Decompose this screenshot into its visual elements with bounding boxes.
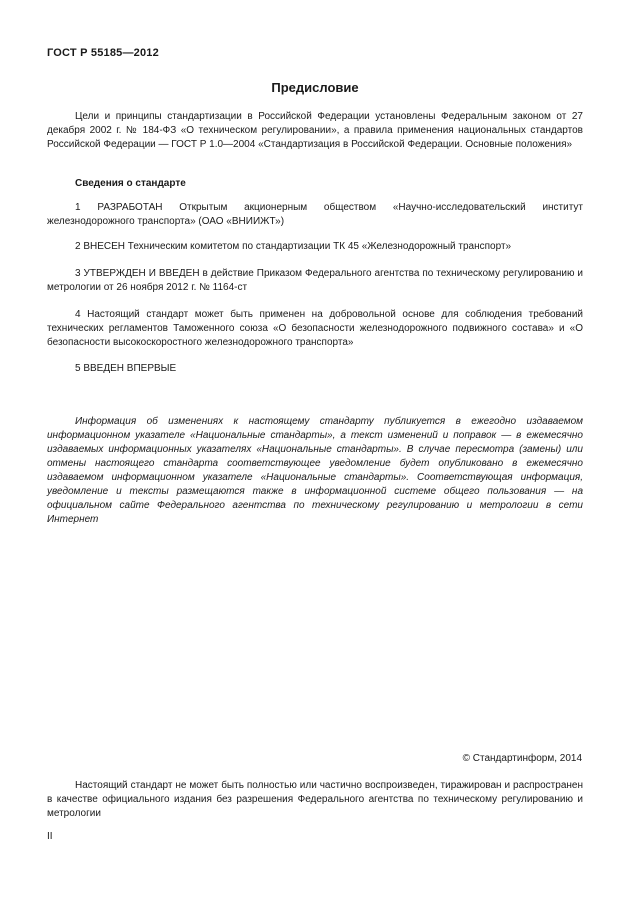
changes-notice-paragraph: Информация об изменениях к настоящему стандарту публикуется в ежегодно издаваемом информационном указателе «Национальные стандарты», а текст изменений и поправок — в ежемесячно издаваемых информационных указателях «Национальные стандарты». В случае пересмотра (замены) или отмены настоящего стандарта соответствующее уведомление будет опубликовано в ежемесячно издаваемом информационном указателе «Национальные стандарты». Соответствующая информация, уведомление и тексты размещаются также в информационной системе общего пользования — на официальном сайте Федерального агентства по техническому регулированию и метрологии в сети Интернет	[47, 416, 583, 525]
reproduction-notice-paragraph: Настоящий стандарт не может быть полностью или частично воспроизведен, тиражирован и распространен в качестве официального издания без разрешения Федерального агентства по техническому регулированию и метрологии	[47, 780, 583, 819]
document-code: ГОСТ Р 55185—2012	[47, 47, 159, 59]
copyright-line: © Стандартинформ, 2014	[462, 753, 582, 764]
page-title: Предисловие	[271, 80, 359, 95]
preamble-paragraph: Цели и принципы стандартизации в Российской Федерации установлены Федеральным законом от 27 декабря 2002 г. № 184-ФЗ «О техническом регулировании», а правила применения национальных стандартов Российской Федерации — ГОСТ Р 1.0—2004 «Стандартизация в Российской Федерации. Основные положения»	[47, 111, 583, 150]
info-item-3: 3 УТВЕРЖДЕН И ВВЕДЕН в действие Приказом Федерального агентства по техническому регулированию и метрологии от 26 ноября 2012 г. № 1164-ст	[47, 268, 583, 293]
info-item-1: 1 РАЗРАБОТАН Открытым акционерным обществом «Научно-исследовательский институт железнодорожного транспорта» (ОАО «ВНИИЖТ»)	[47, 202, 583, 227]
info-item-4: 4 Настоящий стандарт может быть применен на добровольной основе для соблюдения требований технических регламентов Таможенного союза «О безопасности железнодорожного подвижного состава» и «О безопасности высокоскоростного железнодорожного транспорта»	[47, 309, 583, 348]
page-number: II	[47, 831, 53, 842]
info-heading: Сведения о стандарте	[75, 178, 186, 189]
info-item-2: 2 ВНЕСЕН Техническим комитетом по стандартизации ТК 45 «Железнодорожный транспорт»	[75, 241, 512, 252]
info-item-5: 5 ВВЕДЕН ВПЕРВЫЕ	[75, 363, 177, 374]
